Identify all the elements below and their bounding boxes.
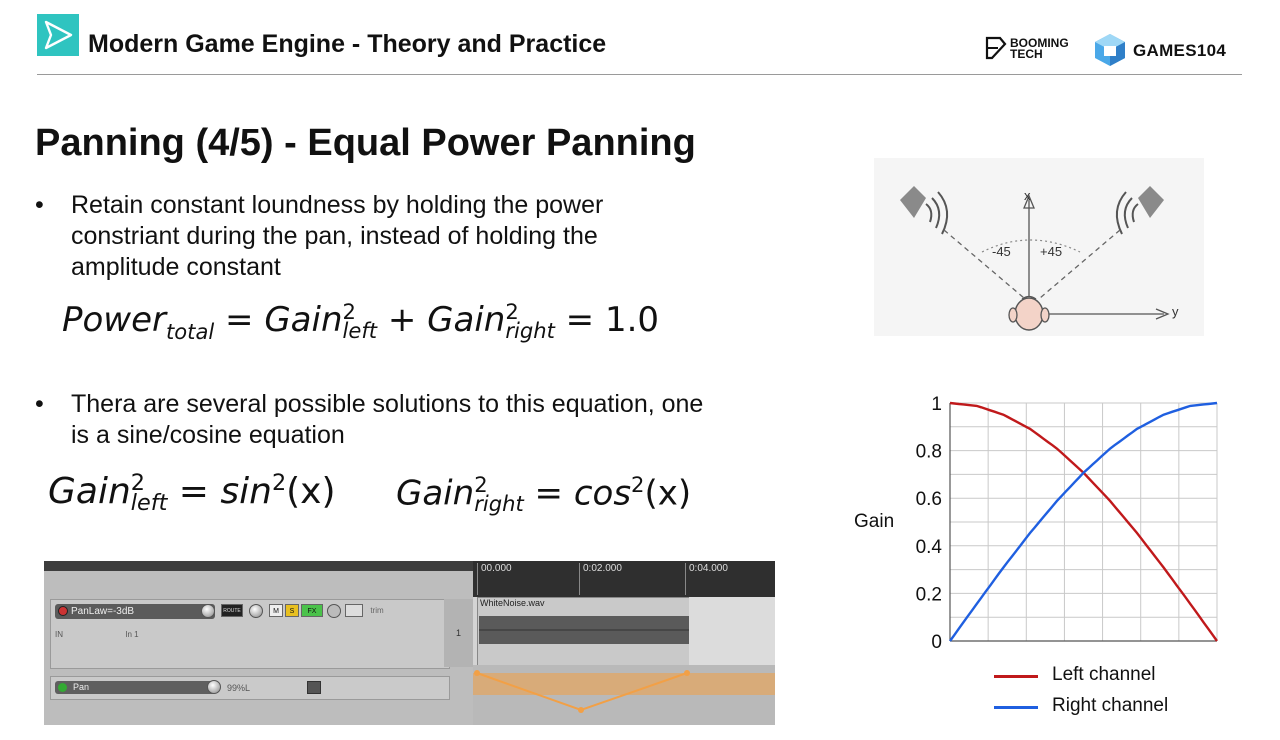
bullet-dot: •	[35, 390, 44, 418]
angle-right-label: +45	[1040, 244, 1063, 259]
input-selector[interactable]	[55, 630, 235, 643]
solo-button[interactable]: S	[285, 604, 299, 617]
y-tick-label: 0.2	[915, 584, 942, 606]
formula3-sq-rhs: 2	[631, 472, 645, 497]
input-label: IN	[55, 630, 63, 639]
envelope-knob[interactable]	[207, 680, 221, 694]
envelope-icon[interactable]	[345, 604, 363, 617]
input-value: In 1	[125, 630, 139, 639]
speaker-diagram	[874, 158, 1204, 336]
clip-name: WhiteNoise.wav	[480, 598, 545, 608]
ruler-label-0: 00.000	[481, 563, 512, 574]
formula-gain-right: Gain	[427, 300, 506, 340]
timeline-ruler[interactable]	[473, 561, 775, 597]
legend-left-swatch	[994, 675, 1038, 678]
booming-line2: TECH	[1010, 47, 1043, 61]
envelope-name-text: Pan	[73, 682, 90, 692]
formula-sq-right: 2	[505, 298, 519, 324]
arrange-view	[473, 561, 775, 725]
cosine-formula	[396, 472, 691, 514]
formula2-gain: Gain	[48, 471, 131, 512]
track-name[interactable]	[55, 604, 215, 619]
track-name-text: PanLaw=-3dB	[71, 606, 135, 617]
envelope-value: 99%L	[227, 683, 251, 693]
y-tick-label: 0	[931, 632, 942, 653]
formula2-rhs: = sin	[167, 471, 272, 512]
pan-envelope-curve[interactable]	[473, 665, 775, 725]
left-speaker-icon	[900, 186, 947, 234]
track-number: 1	[444, 599, 473, 667]
formula-sub-right: right	[505, 317, 555, 343]
ruler-tick	[477, 563, 478, 595]
pan-envelope-lane	[50, 676, 450, 700]
bullet-1-text: Retain constant loundness by holding the power constriant during the pan, instead of holding the amplitude constant	[71, 191, 604, 281]
booming-logo-text	[1010, 38, 1069, 60]
fx-button[interactable]: FX	[301, 604, 323, 617]
formula-result: = 1.0	[554, 300, 660, 340]
track-header	[50, 599, 450, 669]
y-tick-label: 0.8	[915, 441, 942, 463]
speaker-diagram-svg	[874, 158, 1204, 336]
record-arm-icon[interactable]	[58, 606, 68, 616]
chart-ylabel: Gain	[854, 511, 895, 532]
pan-knob[interactable]	[249, 604, 263, 618]
formula-plus: +	[377, 300, 428, 340]
trim-button[interactable]: trim	[370, 606, 384, 615]
slide-title: Panning (4/5) - Equal Power Panning	[35, 122, 696, 164]
formula2-sq: 2	[130, 469, 145, 496]
slide-header	[0, 0, 1280, 76]
deck-title: Modern Game Engine - Theory and Practice	[88, 30, 607, 58]
booming-logo-icon	[984, 34, 1008, 62]
formula2-sq-rhs: 2	[271, 470, 287, 496]
header-divider	[37, 74, 1242, 75]
envelope-mode-icon[interactable]	[307, 681, 321, 694]
y-tick-label: 0.4	[915, 536, 942, 558]
ruler-tick	[579, 563, 580, 595]
axis-y-label: y	[1172, 304, 1179, 319]
power-formula	[62, 300, 659, 344]
legend-right-text: Right channel	[1052, 695, 1169, 716]
legend-left-text: Left channel	[1052, 664, 1156, 685]
phase-button[interactable]	[327, 604, 341, 618]
formula-power: Power	[62, 300, 167, 340]
formula3-gain: Gain	[396, 473, 475, 514]
daw-screenshot	[44, 561, 775, 725]
y-tick-label: 0.6	[915, 489, 942, 511]
gain-chart	[840, 380, 1250, 720]
booming-line1: BOOMING	[1010, 36, 1069, 50]
listener-head-icon	[1009, 297, 1049, 331]
formula2-sub: left	[130, 490, 168, 516]
angle-left-label: -45	[992, 244, 1011, 259]
clip-waveform	[479, 610, 689, 650]
envelope-name[interactable]	[55, 681, 215, 694]
track-panel-topbar	[44, 561, 473, 571]
bullet-dot: •	[35, 191, 44, 219]
gain-chart-svg	[840, 380, 1250, 660]
y-tick-label: 1	[931, 394, 942, 415]
play-logo-icon	[37, 14, 79, 56]
games104-logo-text: GAMES104	[1133, 41, 1227, 60]
formula3-sq: 2	[474, 471, 488, 497]
formula-gain-left: Gain	[264, 300, 343, 340]
formula-eq: =	[214, 300, 265, 340]
ruler-label-2: 0:04.000	[689, 563, 728, 574]
formula-sub-left: left	[342, 317, 378, 343]
games104-cube-icon	[1093, 32, 1127, 68]
mute-button[interactable]: M	[269, 604, 283, 617]
formula-sub-total: total	[166, 318, 215, 344]
route-button[interactable]: ROUTE	[221, 604, 243, 617]
ruler-label-1: 0:02.000	[583, 563, 622, 574]
bullet-2-text: Thera are several possible solutions to this equation, one is a sine/cosine equation	[71, 390, 704, 449]
right-speaker-icon	[1117, 186, 1164, 234]
volume-knob[interactable]	[201, 604, 215, 618]
sine-formula	[48, 469, 336, 516]
axis-x-label: x	[1024, 188, 1031, 203]
audio-clip[interactable]	[477, 597, 691, 667]
ruler-tick	[685, 563, 686, 595]
formula2-arg: (x)	[286, 471, 336, 512]
legend-right-swatch	[994, 706, 1038, 709]
formula3-arg: (x)	[644, 473, 692, 514]
envelope-active-icon[interactable]	[58, 683, 67, 692]
formula3-sub: right	[474, 490, 524, 516]
formula3-rhs: = cos	[523, 473, 632, 514]
track-control-panel	[44, 561, 473, 725]
formula-sq-left: 2	[342, 298, 356, 324]
